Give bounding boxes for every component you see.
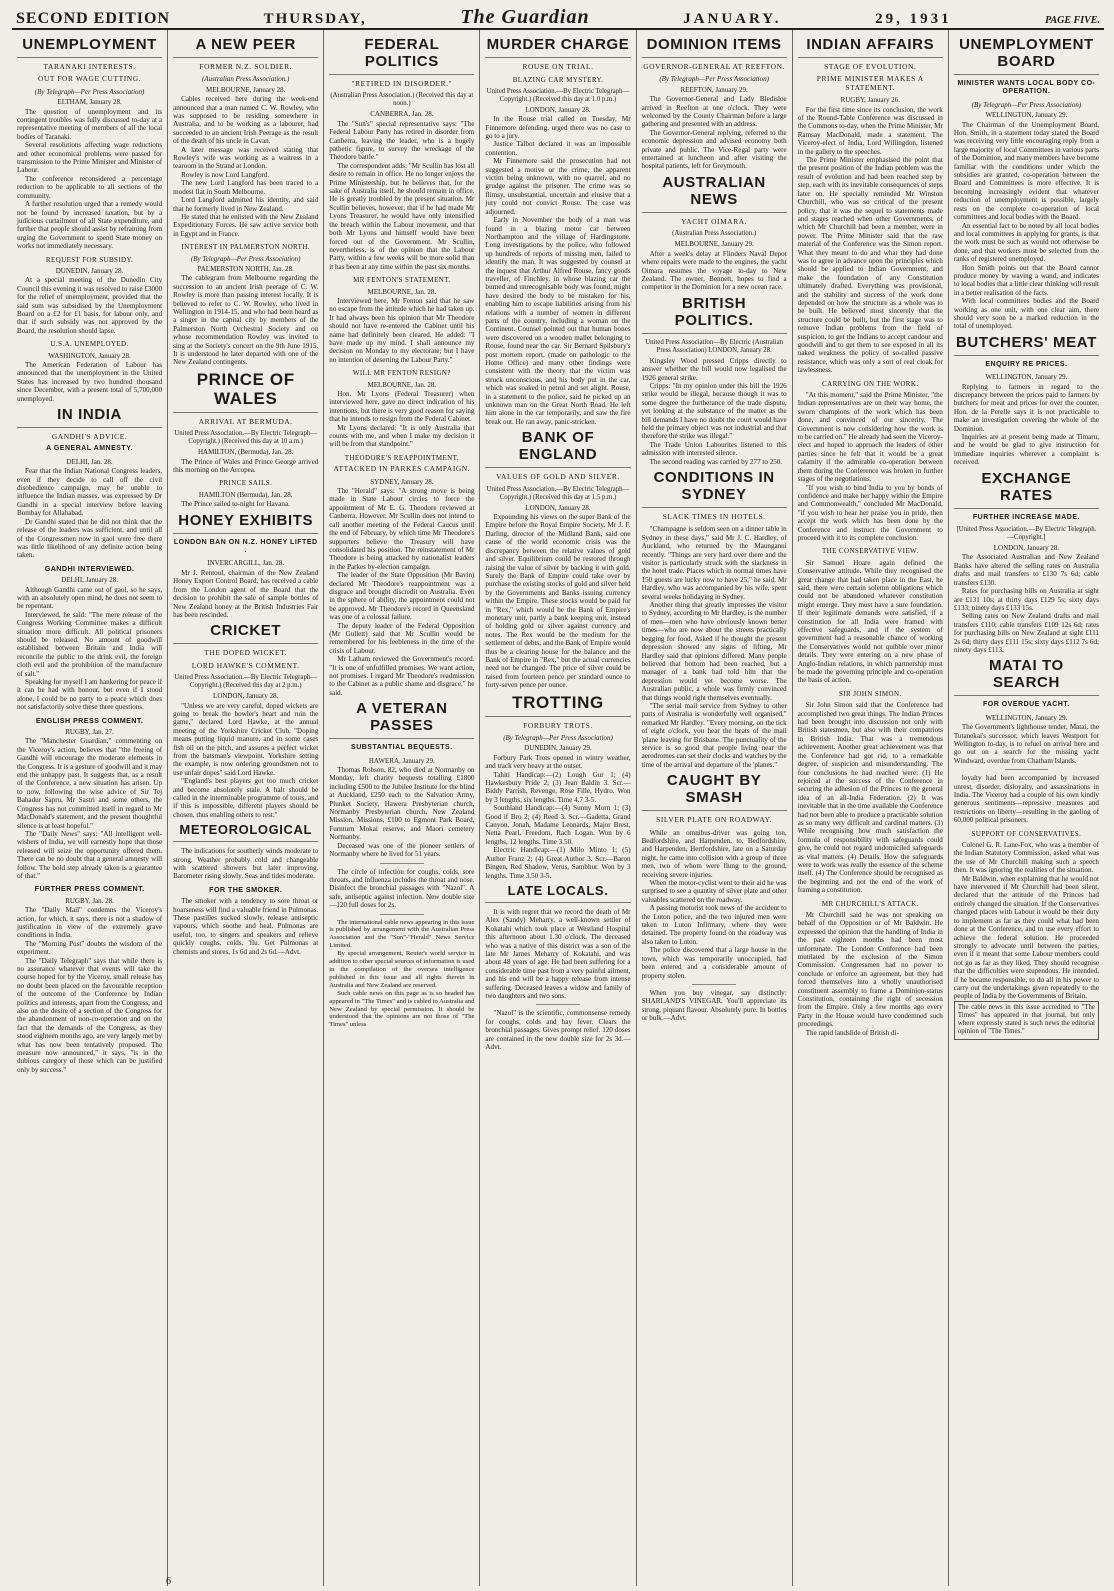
article-exchange-rates — [954, 470, 1099, 655]
headline: BUTCHERS' MEAT — [954, 334, 1099, 356]
paragraph: Mr Finnemore said the prosecution had not suggested a motive or the crime, the apparent victim being unknown, with no quarrel, and no grudge against the prisoner. The crime was so flimsy, unsubstantial, uncertain and elusive that a jury could not convict Rouse. The case was adjourned. — [485, 157, 631, 216]
subheading: LONDON BAN ON N.Z. HONEY LIFTED . — [173, 538, 318, 555]
paragraph: A later message was received stating that Rowley's wife was working as a waitress in a tearoom in the Strand at London. — [173, 145, 319, 171]
subheading: "RETIRED IN DISORDER." — [351, 79, 453, 88]
paragraph: Dr Gandhi stated that he did not think that the release of the leaders was sufficient, and until all of the Congressmen now in gaol were free there was little likelihood of any definite action being taken. — [17, 517, 163, 560]
subheading: SILVER PLATE ON ROADWAY. — [656, 815, 773, 825]
column-6 — [793, 30, 949, 1586]
paragraph: The police discovered that a large house in the town, which was temporarily unoccupied, had been entered and a considerable amount of property stolen. — [641, 946, 787, 980]
subheading: THE DOPED WICKET. — [204, 648, 288, 658]
paragraph: Rates for purchasing bills on Australia at sight are £131 10s; at thirty days £129 5s; sixty days £133; ninety days £133 15s. — [953, 587, 1099, 612]
divider — [692, 984, 736, 985]
paragraph: Although Gandhi came out of gaol, so he says, with an absolutely open mind, he does not seem to be repentant. — [17, 585, 163, 611]
newspaper-title: The Guardian — [460, 6, 590, 28]
subheading: FORBURY TROTS. — [523, 720, 593, 730]
subheading: FOR OVERDUE YACHT. — [983, 701, 1070, 709]
headline: A VETERAN PASSES — [329, 700, 474, 739]
paragraph: The Prince of Wales and Prince George arrived this morning on the Arcopea. — [173, 457, 319, 475]
paragraph: The Chairman of the Unemployment Board, Hon. Smith, in a statement today stated the Board was receiving very little encouraging reply from a large majority of local Committees in various parts of the Dominion, and many members have become familiar with the conditions under which the subsidies are granted, co-operation between the Board and Committees is more effective. It is becoming increasingly evident that whatever reduction of unemployment is possible, largely rests on the complete co-operation of local committees and local bodies with the Board. — [953, 120, 1099, 222]
columns — [12, 30, 1104, 1586]
article-british-politics — [642, 295, 787, 466]
paragraph: The Trade Union Labourites listened to this admission with interested silence. — [641, 440, 787, 458]
subheading: OUT FOR WAGE CUTTING. — [38, 74, 142, 84]
paragraph: When you buy vinegar, say distinctly: SHARLAND'S VINEGAR. You'll appreciate its strong, piquant flavour. Absolutely pure. In bottles or bulk.—Advt. — [641, 988, 787, 1023]
headline: LATE LOCALS. — [485, 883, 630, 903]
article-late-locals — [485, 883, 630, 1052]
paragraph: Mr Churchill said he was not speaking on behalf of the Opposition or of Mr Baldwin. He expressed the opinion that the handling of India in the past eighteen months had been most unfortunate. The London Conference had been mutilated by the exclusion of the Simon Commission. Congressmen had no power to conclude or enforce an agreement, but they had forced themselves into a wholly unauthorised constituent assembly to frame a Dominion-status Constitution, containing the right of secession from the Empire. Only a few months ago every Party in the House would have condemned such proceedings. — [797, 911, 943, 1029]
paragraph: Hon Smith points out that the Board cannot produce money by waving a wand, and indicates to local bodies that a little clear thinking will result in a better realisation of the facts. — [953, 263, 1099, 297]
paragraph: While an omnibus-driver was going ton, Bedfordshire, and Harpenden, to, Bedfordshire, and Harpenden, Hertfordshire, late on a Saturday night, he came into collision with a group of three men, two of whom were flung to the ground, receiving severe injuries. — [641, 828, 787, 879]
edition-label: SECOND EDITION — [16, 10, 171, 27]
dateline: HAMILTON (Bermuda), Jan. 28. — [198, 490, 293, 499]
article-meteorological — [173, 822, 318, 956]
paragraph: Interviewed here, Mr Fenton said that he saw no escape from the attitude which he had taken up. It had always been his opinion that Mr Theodore should not have re-entered the Cabinet until his name had definitely been cleared. He added: "I have made up my mind. I shall announce my decision on Monday to my electorate; but I have no intention of deserting the Labour Party." — [329, 296, 475, 364]
article-butchers-meat — [954, 334, 1099, 467]
paragraph: Forbury Park Trots opened in wintry weather, and track very heavy at the outset. — [485, 753, 631, 771]
column-2 — [168, 30, 324, 1586]
headline: CAUGHT BY SMASH — [642, 772, 787, 811]
paragraph: The new Lord Langford has been traced to a modest flat in South Melbourne. — [173, 179, 319, 196]
article-matai-to-search — [954, 657, 1099, 1039]
subheading: SLACK TIMES IN HOTELS. — [662, 512, 766, 521]
headline: INDIAN AFFAIRS — [798, 36, 943, 58]
paragraph: "Champagne is seldom seen on a dinner table in Sydney in these days," said Mr J. C. Hardley, of Auckland, who returned by the Maunganui recently. "Things are very hard over there and the visitor is particularly struck with the slackness in the hotel trade. Places which in normal times have 150 guests are lucky now to have 25," he said. Mr Hardley, who was accompanied by his wife, spent several weeks holidaying in Sydney. — [641, 525, 787, 601]
credit-line: United Press Association.—By Electric Telegraph—Copyright.) (Received this day at 1.5 p.m.) — [486, 485, 630, 501]
paragraph: He stated that he enlisted with the New Zealand Expeditionary Forces. He saw active service both in Egypt and in France. — [173, 212, 319, 238]
paragraph: The leader of the State Opposition (Mr Bavin) declared Mr Theodore's reappointment was a disgrace and brought discredit on Australia. Even in the sphere of ability, the appointment could not be approved. Mr Theodore's record in Queensland was one of a colossal failure. — [329, 571, 475, 622]
paragraph: Mr Lyons declared: "It is only Australia that counts with me, and when I make my decision it will be from that standpoint." — [329, 423, 475, 449]
paragraph: When the motor-cyclist went to their aid he was surprised to see a quantity of silver plate and other valuables scattered on the roadway. — [641, 879, 787, 904]
paragraph: The "Morning Post" doubts the wisdom of the experiment. — [17, 939, 163, 957]
article-caught-by-smash — [642, 772, 787, 1022]
article-honey-exhibits — [173, 512, 318, 620]
article-cricket — [173, 622, 318, 819]
subheading: ENQUIRY RE PRICES. — [985, 360, 1068, 368]
dateline: WELLINGTON, January 29. — [985, 713, 1068, 722]
article-murder-charge — [485, 36, 630, 426]
headline: TROTTING — [485, 693, 630, 717]
paragraph: After a week's delay at Flinders Naval Depot where repairs were made to the engines, the yacht Oimara resumes the voyage to-day to New Zealand. The owner, Bennett, hopes to find a competitor in the Dominion for a new ocean race. — [641, 249, 787, 292]
paragraph: A passing motorist took news of the accident to the Luton police, and the two injured men were taken to Luton Infirmary, where they were detained. The property found on the roadway was also taken to Luton. — [641, 904, 787, 946]
article-in-india — [17, 406, 162, 1074]
column-5 — [637, 30, 793, 1586]
credit-line: (By Telegraph—Per Press Association) — [34, 87, 145, 96]
paragraph: Lord Langford admitted his identity, and said that he formerly lived in New Zealand. — [173, 196, 319, 213]
paragraph: The indications for southerly winds moderate to strong. Weather probably cold and changeable with scattered showers but later improving. Barometer rising slowly. Seas and tides moderate. — [173, 847, 319, 881]
article-indian-affairs — [798, 36, 943, 1037]
paragraph: The Governor-General and Lady Bledisloe arrived in Reefton at one o'clock. They were welcomed by the County Chairman before a large gathering and presented with an address. — [641, 95, 787, 129]
dateline: CANBERRA, Jan. 28. — [370, 110, 434, 119]
subheading: VALUES OF GOLD AND SILVER. — [496, 472, 620, 482]
section-heading: MR CHURCHILL'S ATTACK. — [821, 899, 919, 908]
divider — [380, 863, 424, 864]
paragraph: The conference reconsidered a percentage reduction to be applicable to all sections of the community. — [17, 174, 163, 200]
dateline: WELLINGTON, January 29. — [985, 373, 1068, 382]
paragraph: Speaking for myself I am hankering for peace if it can be had with honour, but even if I stood alone, I could be no party to a peace which does not satisfactorily solve these three questions. — [17, 678, 163, 712]
article-federal-politics — [329, 36, 474, 697]
paragraph: The American Federation of Labour has announced that the unemployment in the United States has increased by two hundred thousand since December, with a present total of 5,700,000 unemployed. — [17, 361, 163, 403]
dateline: MELBOURNE, January 29. — [674, 240, 754, 249]
subheading: A GENERAL AMNESTY. — [46, 445, 134, 453]
dateline: LONDON, January 28. — [213, 692, 279, 701]
paragraph: The "Daily Mail" condemns the Viceroy's action, for which, it says, there is not a shadow of justification in view of the extremely grave conditions in India. — [17, 906, 163, 940]
article-conditions-in-sydney — [642, 469, 787, 769]
paragraph: The "Manchester Guardian," commenting on the Viceroy's action, believes that "the freeing of Gandhi will encourage the moderate elements in the Congress. It is a gesture of goodwill and it may end the unhappy past. It suggests that, as a result of the Conference, a new situation has arisen. Up to now, following the wise advice of Sir Tej Bahadur Sapru, Mr Sastri and some others, the Congress has not committed itself in regard to Mr MacDonald's statement, and the present thoughtful silence is at least hopeful." — [17, 737, 163, 830]
paragraph: Mr Baldwin, when explaining that he would not have intervened if Mr Churchill had been silent, declared that the attitude of the Princes had entirely changed the situation. If the Conservatives changed places with Labour it would be their duty to implement as far as they could what had been done at the Conference, and to use every effort to achieve the federal solution. He proceeded strongly to advocate until between the parties, even if it meant that some Labour members could not go as far as they liked. They should recognise that the difficulties were stupendous. He intended, if he became responsible, to do all in his power to carry out the undertakings given repeatedly to the people of India by the Governments of Britain. — [953, 874, 1099, 1001]
dateline: LONDON, January 28. — [993, 544, 1060, 553]
paragraph: "If you wish to bind India to you by bonds of confidence and make her happy within the Empire and Commonwealth," concluded Mr MacDonald, "if you wish to hear her praise you in pride, then accept the work which has been done by the Conference and instruct the Government to proceed with it to its complete conclusion. — [797, 483, 943, 542]
article-veteran-passes — [329, 700, 474, 1029]
paragraph: Rowley is now Lord Langford. — [181, 170, 270, 179]
dateline: INVERCARGILL, Jan. 28. — [207, 559, 285, 568]
subheading: FURTHER INCREASE MADE. — [972, 513, 1080, 521]
times-notice-box: The cable news in this issue accredited to "The Times" has appeared in that journal, but only where expressly stated is such news the editorial opinion of "The Times." — [954, 1001, 1099, 1040]
paragraph: The "Sun's" special representative says: "The Federal Labour Party has retired in disorder from Canberra, leaving the leader, who is a hugely pathetic figure, to survey the wreckage of the Theodore battle." — [329, 119, 475, 162]
paragraph: Deceased was one of the pioneer settlers of Normanby where he lived for 51 years. — [329, 841, 475, 859]
notice: By special arrangement, Reuter's world service in addition to other special sources of information is used in the compilation of the oversea intelligence published in this issue and all rights therein in Australia and New Zealand are reserved. — [329, 950, 475, 989]
paragraph: Inquiries are at present being made at Timaru, and he would be glad to give instruction for immediate inquiries wherever a complaint is received. — [953, 433, 1099, 467]
paragraph: The circle of infection for coughs, colds, sore throats, and influenza includes the throat and nose. Disinfect the bronchial passages with "Nazol". A safe, antiseptic against infection. New double size—120 full doses for 2s. — [329, 867, 475, 910]
subheading: ARRIVAL AT BERMUDA. — [198, 416, 293, 426]
paragraph: loyalty had been accompanied by increased unrest, disorder, disloyalty, and assassinations in India. The Viceroy had a couple of his own kindly generous sentiments—repressive measures and restrictions on liberty—resulting in the gaoling of 60,000 political prisoners. — [953, 774, 1099, 825]
paragraph: "The serial mail service from Sydney to other parts of Australia is wonderfully well organised," remarked Mr Hardley. "Every morning, on the tick of eight o'clock, you hear the beats of the mail 'plane leaving for Brisbane. The punctuality of the service is so good that people living near the aerodromes can set their clocks and watches by the time of the arrival and departure of the 'planes." — [641, 701, 787, 769]
dateline: DELHI, January 28. — [61, 576, 118, 585]
article-prince-of-wales — [173, 370, 318, 509]
section-heading: FURTHER PRESS COMMENT. — [34, 884, 145, 894]
paragraph: Early in November the body of a man was found in a blazing motor car between Northampton and the village of Hardingstone. Long investigations by the police, who followed up hundreds of reports of missing men, failed to identify the man. It was suggested by counsel at the inquest that Arthur Alfred Rouse, fancy goods traveller, of Finchley, in whose blazing car the burned and unrecognisable body was found, might have desired the body to be mistaken for his, enabling him to escape liabilities arising from his relations with a number of women in different parts of the country, including a woman on the Continent. Counsel pointed out that human bones were discovered on a wooden mallet belonging to Rouse, found near the car. Sir Bernard Spilsbury's post mortem report, (made on pathologic to the Home Office) and many other findings were consistent with the theory that the victim was struck unconscious, and his body put in the car, which was soaked in petrol and set alight. Rouse, in a statement to the police, said he picked up an unknown man on the Great North Road. He left him alone in the car temporarily, and saw the fire break out. He ran away, panic-stricken. — [485, 216, 631, 426]
printer-mark: 6 — [166, 1576, 171, 1587]
paragraph: The rapid landslide of British di- — [805, 1028, 899, 1037]
paragraph: The Prince sailed to-night for Havana. — [181, 500, 290, 509]
dateline: HAMILTON, (Bermuda), Jan. 28. — [197, 448, 294, 457]
credit-line: (By Telegraph—Per Press Association) — [971, 100, 1082, 109]
dateline: RUGBY, January 26. — [840, 96, 900, 105]
paragraph: Justice Talbot declared it was an impossible contention. — [485, 140, 631, 157]
paragraph: "Nazol" is the scientific, commonsense remedy for coughs, colds and hay fever. Clears the bronchial passages. Gives prompt relief. 120 doses are contained in the new double size for 2s 3d.—Advt. — [485, 1009, 631, 1051]
section-heading: U.S.A. UNEMPLOYED. — [50, 340, 129, 349]
divider — [380, 914, 424, 915]
headline: METEOROLOGICAL — [173, 822, 318, 842]
paragraph: In the Rouse trial called on Tuesday, Mr Finnemore defending, urged there was no case to go to a jury. — [485, 115, 631, 141]
paragraph: It is with regret that we record the death of Mr Alex (Sandy) Meharry, a well-known settler of Kokatahi which took place at Westland Hospital this afternoon about 1.30 o'clock. The deceased who was a native of this district was a son of the late Mr James Meharry of Kokatahi, and was about 48 years of age. He had been suffering for a considerable time past from a very painful ailment, and his end will be a happy release from intense suffering. Deceased leaves a widow and family of two daughters and two sons. — [485, 907, 631, 1000]
paragraph: Kingsley Wood pressed Cripps directly to answer whether the bill would now legalised the 1926 general strike. — [641, 356, 787, 382]
paragraph: The Prime Minister emphasised the point that the present position of the Indian problem was the result of evolution and had been reached step by step, each with its inevitable consequences of steps later on. He specially reminded Mr Winston Churchill, who was so critical of the present policy, that it was the sequel to statements made and stages reached when other Governments, of which Mr Churchill had been a member, were in power. The Prime Minister said that the raw material of the Conference was the Simon report. What they meant to do and what they had done was to agree in advance upon the principles which should be applied to Indian Government, and make the foundation of any Constitution ultimately drafted. Everything was provisional, and the stability and success of the work done depended on how the structure as a whole was to be built. He believed most sincerely that the structure could be built, but the first stage was to remove Indian problems from the field of suspicion, to get the Indians to accept candour and goodwill and to get them to see exposed in all its naked weakness the policy of so-called passive resistance, which was only a sort of real cloak for lawlessness. — [797, 156, 943, 375]
headline: BANK OF ENGLAND — [485, 429, 630, 468]
credit-line: (Australian Press Association.) (Received this day at noon.) — [330, 92, 474, 108]
paragraph: Cables received here during the week-end announced that a man named C. W. Rowley, who was supposed to be residing somewhere in Australia, and to be working as a labourer, had succeeded to an ancient Irish Peerage as the result of the death of his uncle in Cavan. — [173, 95, 319, 146]
section-heading: INTEREST IN PALMERSTON NORTH. — [181, 243, 310, 252]
headline: AUSTRALIAN NEWS — [642, 174, 787, 213]
column-3 — [324, 30, 480, 1586]
subheading: LORD HAWKE'S COMMENT. — [191, 660, 300, 670]
section-heading: CARRYING ON THE WORK. — [822, 379, 919, 388]
dateline: DELHI, Jan. 28. — [66, 457, 113, 466]
paragraph: Thomas Robson, 82, who died at Normanby on Monday, left charity bequests totalling £1800 including £500 to the Jubilee Institute for the blind at Auckland, £250 each to the Salvation Army, Plunket Society, Hawera Presbyterian church, Normanby Presbyterian church, New Zealand Mission, Missions, £100 to Egmont Park Board, Furnturn Mokai reserve, and Maori cemetery Normanby. — [329, 766, 475, 842]
dateline: HAWERA, January 29. — [368, 756, 435, 765]
dateline: DUNEDIN, January 29. — [524, 744, 592, 753]
paragraph: At a special meeting of the Dunedin City Council this evening it was resolved to raise £3000 for the relief of unemployment, provided that the said sum was subsidised by the Unemployment Board on a £2 for £1 basis, for labour only, and that if such subsidy was not approved by the Board, the resolution should lapse. — [17, 276, 163, 335]
credit-line: [United Press Association.—By Electric Telegraph.—Copyright.] — [956, 526, 1097, 542]
article-new-peer — [173, 36, 318, 367]
paragraph: A further resolution urged that a remedy would not be found by increased taxation, but by a judicious curtailment of all State expenditure, and further that people should assist by refraining from urging the Government to spend State money on works not immediately necessary. — [17, 200, 163, 251]
section-heading: SIR JOHN SIMON. — [838, 689, 902, 698]
section-heading: SUPPORT OF CONSERVATIVES. — [971, 829, 1082, 838]
paragraph: Fear that the Indian National Congress leaders, even if they decide to call off the civil disobedience campaign, may be unable to influence the Indian masses, was expressed by Dr Gandhi in a special interview before leaving Bombay for Allahabad. — [17, 467, 163, 518]
article-dominion-items — [642, 36, 787, 171]
credit-line: United Press Association—By Electric (Australian Press Association) LONDON, January 28. — [645, 338, 784, 354]
dateline: SYDNEY, January 28. — [370, 477, 434, 486]
section-heading: THE CONSERVATIVE VIEW. — [821, 547, 919, 556]
credit-line: United Press Association.—By Electric Telegraph—Copyright.) (Received this day at 10 a.m.) — [174, 430, 318, 446]
article-unemployment — [17, 36, 162, 403]
subheading: STAGE OF EVOLUTION. — [824, 62, 917, 71]
paragraph: "At this moment," said the Prime Minister, "the Indian representatives are on their way home, the sworn champions of the work which has been done, and convinced of our sincerity. The Government is now considering how the work is to be carried on." He already had seen the Viceroy-elect and hoped to approach the leaders of other parties since he felt that it would be a great calamity if the admirable co-operation between them during the Conference was broken in further stages of the negotiations. — [797, 391, 943, 484]
article-unemployment-board — [954, 36, 1099, 331]
credit-line: (By Telegraph—Per Press Association) — [503, 734, 613, 742]
paragraph: The deputy leader of the Federal Opposition (Mr Gullett) said that Mr Scullin would be remembered for his feebleness in the time of the crisis of Labour. — [329, 621, 475, 655]
section-heading: THEODORE'S REAPPOINTMENT. — [344, 453, 459, 462]
paragraph: The question of unemployment and its contingent troubles was fully discussed to-day at a representative meeting of members of all the local bodies of Taranaki. — [17, 107, 163, 141]
masthead — [12, 4, 1104, 30]
paragraph: The cablegram from Melbourne regarding the succession to an ancient Irish peerage of C. W. Rowley is more than passing interest locally. It is believed to refer to C. W. Rowley, who lived in Wellington in 1914-15, and who had been heard as a singer in the capital city by members of the Palmerston North Orchestral Society and on whose recommendation Rowley was invited to sing at the Society's concert on the 9th June 1915. It is understood he later departed with one of the New Zealand contingents. — [173, 274, 319, 367]
dateline: REEFTON, January 29. — [680, 85, 748, 94]
paragraph: With local committees bodies and the Board working as one unit, with one clear aim, there should very soon be a marked reduction in the total of unemployed. — [953, 297, 1099, 331]
paragraph: Mr Latham reviewed the Government's record. "It is one of unfulfilled promises. We want action, not promises. I regard Mr Theodore's readmission to the Cabinet as a public shame and disgrace," he said. — [329, 655, 475, 697]
headline: CRICKET — [173, 622, 318, 644]
section-heading: ENGLISH PRESS COMMENT. — [35, 715, 144, 725]
subheading: PRIME MINISTER MAKES A STATEMENT. — [816, 74, 924, 92]
section-heading: BLAZING CAR MYSTERY. — [512, 76, 604, 85]
paragraph: The second reading was carried by 277 to 250. — [649, 457, 783, 466]
headline: UNEMPLOYMENT — [17, 36, 162, 58]
dateline: WELLINGTON, January 29. — [985, 111, 1068, 120]
paragraph: Another thing that greatly impresses the visitor to Sydney, according to Mr Hardley, is the number of men—men who have obviously known better times—who are now about the streets practically begging for food. Asked if he thought the present depression showed any signs of lifting, Mr Hardley said that opinions differed. Many people believed that bottom had been reached, but a manager of a bank had told him that the depression would yet become worse. The Australian public, a whole was firmly convinced that things would right themselves eventually. — [641, 601, 787, 702]
subheading: FORMER N.Z. SOLDIER. — [199, 62, 293, 71]
paragraph: The Associated Australian and New Zealand Banks have altered the selling rates on Australia drafts and mail transfers to £130 7s 6d; cable transfers £130. — [953, 553, 1099, 587]
dateline: MELBOURNE, January 28. — [206, 85, 286, 94]
dateline: WASHINGTON, January 28. — [48, 351, 131, 360]
subheading: GANDHI'S ADVICE. — [51, 432, 128, 442]
credit-line: (Australian Press Association.) — [202, 75, 290, 84]
paragraph: Cripps: "In my opinion under this bill the 1926 strike would be illegal, because though it was to some degree the furtherance of the trade dispute, yet looking at the substance of the matter as the bill demands I have no doubt the court would have held the primary object was not industrial and that therefore the strike was illegal." — [641, 381, 787, 441]
section-heading: REQUEST FOR SUBSIDY. — [45, 255, 134, 264]
subheading: YACHT OIMARA. — [681, 216, 748, 226]
paragraph: Replying to farmers in regard to the discrepancy between the prices paid to farmers by butchers for meat and prices for over the counter, Hon. de la Perelle says it is not practicable to make an investigation covering the whole of the Dominion. — [953, 382, 1099, 433]
subheading: ATTACKED IN PARKES CAMPAIGN. — [333, 464, 471, 474]
paragraph: "England's best players got too much cricket and become absolutely stale. A halt should be called in the interminable programme of tours, and if this is impossible, different players should be chosen, thus enabling others to rest." — [173, 777, 319, 819]
paragraph: Colonel G. R. Lane-Fox, who was a member of the Indian Statutory Commission, asked what was the use of Mr Churchill making such a speech then. It was ignoring the realities of the situation. — [953, 841, 1099, 875]
paragraph: Electric Handicap:—(1) Milo Minto 1; (5) Author Franz 2; (4) Great Author 3. Scr.—Baron Bingen, Red Shadow, Verus, Sambhur. Won by 3 lengths. Time 3.50 3-5. — [485, 846, 631, 880]
dateline: LONDON, January 28. — [525, 105, 591, 114]
column-7 — [949, 30, 1104, 1586]
headline: UNEMPLOYMENT BOARD — [954, 36, 1099, 75]
dateline: MELBOURNE, Jan. 28. — [367, 380, 437, 389]
masthead-day: THURSDAY, — [263, 11, 367, 27]
divider — [536, 1004, 580, 1005]
dateline: DUNEDIN, January 28. — [55, 266, 124, 275]
paragraph: The correspondent adds: "Mr Scullin has lost all desire to remain in office. He no longer enjoys the Prime Ministership, but he believes that, for the sake of Australia itself, he should remain in office. He is greatly troubled by the present situation. Mr Scullin believes, however, that if he had made Mr Lyons Treasurer, he would have only intensified the breach within the Labour movement, and that both Mr Lyons and himself would have been forced out of the Government. Mr Scullin, nevertheless, is of the opinion that the Labour Party, within a few weeks will be more solid than it has been at any time within the past six months. — [329, 161, 475, 271]
headline: BRITISH POLITICS. — [642, 295, 787, 334]
headline: PRINCE OF WALES — [173, 370, 318, 413]
headline: FEDERAL POLITICS — [329, 36, 474, 75]
subheading: ROUSE ON TRIAL. — [522, 62, 594, 71]
headline: HONEY EXHIBITS — [173, 512, 318, 534]
paragraph: An essential fact to be noted by all local bodies and local committees in applying for grants, is that the work must be such as would not otherwise be done, and that workers must be selected from the ranks of registered unemployed. — [953, 221, 1099, 264]
subheading: TARANAKI INTERESTS. — [43, 62, 136, 71]
paragraph: The Government's lighthouse tender, Matai, the Tutanekai's successor, which leaves Westport for Wellington to-day, is to refuel on arrival here and go out on a search for the missing yacht Windward, overdue from Chatham Islands. — [953, 723, 1099, 765]
article-australian-news — [642, 174, 787, 292]
paragraph: Several resolutions affecting wage reductions and other economical problems were passed for transmission to the Prime Minister and Minister of Labour. — [17, 141, 163, 175]
section-heading: FOR THE SMOKER. — [209, 884, 283, 894]
paragraph: Mr J. Rentoul, chairman of the New Zealand Honey Export Control Board, has received a cable from the London agent of the Board that the decision to prohibit the sale of sample bottles of New Zealand honey at the British Industries Fair has been rescinded. — [173, 568, 319, 619]
notice: The international cable news appearing in this issue is published by arrangement with the Australian Press Association and the "Sun"-"Herald" News Service Limited. — [329, 918, 475, 950]
section-heading: MR FENTON'S STATEMENT. — [353, 276, 451, 285]
notice: Such cable news on this page as is so headed has appeared in "The Times" and is cabled to Australia and New Zealand by special permission. It should be understood that the opinions are not those of "The Times" unless — [329, 989, 475, 1029]
headline: CONDITIONS IN SYDNEY — [642, 469, 787, 508]
headline: A NEW PEER — [173, 36, 318, 58]
paragraph: Tahiti Handicap:—(2) Lough Gur 1; (4) Hawkesbury Pride 2; (3) Jean Baldin 3. Scr.—Biddy Parrish, Revenge, Rose Fille, Hydro. Won by 3 lengths, six lengths. Time 4.7 3-5. — [485, 770, 631, 804]
credit-line: (By Telegraph—Per Press Association) — [190, 254, 301, 263]
dateline: PALMERSTON NORTH, Jan. 28. — [197, 264, 294, 273]
column-1 — [12, 30, 168, 1586]
credit-line: (By Telegraph—Per Press Association) — [659, 75, 769, 84]
paragraph: The smoker with a tendency to sore throat or hoarseness will find a valuable friend in Pulmonas. These pastilles sucked slowly, release antiseptic vapours, which soothe and heal. Pulmonas are useful, too, to singers and speakers and relieve quickly coughs, colds, 'flu. Get Pulmonas at chemists and stores, 1s 6d and 2s 6d.—Advt. — [173, 897, 319, 956]
credit-line: (Australian Press Association.) — [672, 230, 757, 238]
subheading: SUBSTANTIAL BEQUESTS. — [351, 744, 453, 752]
masthead-month: JANUARY. — [683, 11, 782, 27]
paragraph: The Governor-General replying, referred to the economic depression and advised economy both private and public. The Vice-Regal party were entertained at luncheon and after visiting the hospital patients, left for Greymouth. — [641, 128, 787, 171]
dateline: RUGBY, Jan. 28. — [65, 896, 114, 905]
credit-line: United Press Association.—By Electric Telegraph—Copyright.) (Received this day at 1.0 p.m.) — [486, 87, 630, 103]
paragraph: Interviewed, he said: "The mere release of the Congress Working Committee makes a difficult situation more difficult. All political prisoners should be released. No amount of goodwill established between Britain and India will reconcile the public to the drink evil, the foreign cloth evil and the prohibition of the manufacture of salt." — [17, 610, 163, 678]
dateline: LONDON, January 28. — [525, 503, 591, 512]
paragraph: Selling rates on New Zealand drafts and mail transfers £110; cable transfers £109 12s 6d; rates for purchasing bills on New Zealand at sight £111 2s 6d; thirty days £111 15s; sixty days £112 7s 6d; ninety days £113. — [953, 612, 1099, 654]
paragraph: Southland Handicap:—(4) Sunny Morn 1; (3) Good if Bro 2; (4) Reed 3. Scr.—Gadetta, Grand Canyon, Jonah, Madame Leonards, Major Brest, Netta Pearl, Freedom, Rach Logan. Won by 6 lengths, 12 lengths. Time 3.50. — [485, 804, 631, 846]
masthead-date: 29, 1931 — [875, 11, 952, 27]
paragraph: Hon. Mr Lyons (Federal Treasurer) when interviewed here, gave no direct indication of his intentions, but there is very good reason for saying that he intends to resign from the Federal Cabinet. — [329, 390, 475, 424]
article-trotting — [485, 693, 630, 880]
dateline: MELBOURNE, Jan. 28. — [367, 287, 437, 296]
divider — [1005, 769, 1049, 770]
paragraph: The "Daily Telegraph" says that while there is no assurance whatever that events will take the course hoped for by the Viceroy, small release has no doubt been placed on the favourable reception of the outcome of the Conference by Indian politics and interests, apart from the Congress, and also on the desire of a section of the Congress for the abandonment of non-co-operation and on the fact that the demands of the Congress, as they stood eighteen months ago, are very largely met by what has now been tentatively proposed. The measure now announced," it says, "is in the dubious category of those which can be justified only by success." — [17, 956, 163, 1074]
headline: EXCHANGE RATES — [954, 470, 1099, 509]
paragraph: The "Herald" says: "A strong move is being made in State Labour circles to force the appointment of Mr E. G. Theodore reviewed at Canberra. However, Mr Scullin does not intend to call another meeting of the Federal Caucus until the end of February, by which time Mr Theodore's supporters believe the Treasury will have consolidated his position. The reinstatement of Mr Theodore is being attacked by nationalist leaders in the Parkes by-election campaign. — [329, 487, 475, 571]
section-heading: GANDHI INTERVIEWED. — [44, 563, 135, 573]
headline: MATAI TO SEARCH — [954, 657, 1099, 696]
paragraph: Sir John Simon said that the Conference had accomplished two great things. The Indian Princes had been brought into discussion not only with British statesmen, but also with their compatriots in British India. That was a tremendous achievement. Another great achievement was that the Conference had got rid, to a remarkable degree, of suspicion and misunderstanding. The four conclusions he had reached were: (1) He rejoiced at the success of the Conference in securing the adhesion of the Princes to the general idea of an all-India Federation. (2) It was inevitable that in the time available the Conference had not been able to produce a practicable solution as so many very difficult and cardinal matters. (3) While recognising how much satisfaction the formula of responsibility with safeguards could give, he could not regard undomiciled safeguards as vital matters. (4) Details. How the safeguards were to work was really the essence of the scheme itself. (4) The Conference should be recognised as the beginning and not the end of the work of framing a constitution. — [797, 701, 943, 895]
page-number: PAGE FIVE. — [1045, 15, 1100, 26]
dateline: ELTHAM, January 28. — [57, 98, 122, 107]
credit-line: United Press Association.—By Electric Telegraph—Copyright.) (Received this day at 2 p.m.) — [174, 674, 318, 690]
paragraph: The "Daily News" says: "All intelligent well-wishers of India, we will earnestly hope that those released will seize the opportunity offered them. There can be no doubt that a general amnesty will follow. The bold step already taken is a guarantee of that." — [17, 829, 163, 880]
dateline: RUGBY, Jan. 27. — [65, 728, 114, 737]
section-heading: WILL MR FENTON RESIGN? — [352, 369, 451, 378]
paragraph: For the first time since its conclusion, the work of the Round-Table Conference was discussed in the Commons to-day, when the Prime Minister, Mr Ramsay MacDonald, made a statement. The Viceroy-elect of India, Lord Willingdon, listened in the gallery to the speeches. — [797, 105, 943, 156]
subheading: MINISTER WANTS LOCAL BODY CO-OPERATION. — [957, 80, 1096, 96]
paragraph: Sir Samuel Hoare again defined the Conservative attitude. While they recognised the great change that had taken place in the East, he said, there were certain solemn obligations which could not be abandoned whatever constitution might emerge. They must have a sure foundation. If their legitimate demands were satisfied, if a constitution for all India were framed with effective safeguards, and if the system of government had a reasonable chance of working the Conservatives would not quibble over minor details. They were entering on a new phase of Anglo-Indian relations, in which partnership must be made the governing principle and co-operation the basis of action. — [797, 558, 943, 685]
column-4 — [480, 30, 636, 1586]
headline: MURDER CHARGE — [485, 36, 630, 58]
headline: IN INDIA — [17, 406, 162, 428]
paragraph: Expounding his views on the super Bank of the Empire before the Royal Empire Society, Mr J. F. Darling, director of the Midland Bank, said one cause of the world economic crisis was the discrepancy between the relative values of gold and silver. Equilibrium could be restored through raising the value of silver by backing it with gold. Surely the Bank of Empire could take over by purchase the existing stocks of gold and silver held by the Governments and Banks issuing currency within the Empire. These stocks would be paid for in "Rex," which would be the Bank of Empire's monetary unit, partly a bank keeping unit, instead of holding gold or silver against currency and notes. The Rex would be the medium for the settlement of debts, and the Bank of Empire would thus be a clearing house for the balance and the Bank of Empire in "Rex," but the actual currencies need not be changed. The price of silver could be raised from fourteen pence per standard ounce to forty-seven pence per ounce. — [485, 513, 631, 690]
paragraph: "Unless we are very careful, doped wickets are going to break the bowler's heart and ruin the game," declared Lord Hawke, at the annual meeting of the Yorkshire Cricket Club. "Doping means putting liquid manure, and in some cases fish oil on the pitch, and assures a perfect wicket from the batsman's viewpoint. Yorkshire setting the example, is now ordering groundsmen not to use unfair dopes" said Lord Hawke. — [173, 701, 319, 777]
subheading: GOVERNOR-GENERAL AT REEFTON. — [643, 62, 785, 71]
article-bank-of-england — [485, 429, 630, 689]
section-heading: PRINCE SAILS. — [219, 479, 273, 488]
headline: DOMINION ITEMS — [642, 36, 787, 58]
